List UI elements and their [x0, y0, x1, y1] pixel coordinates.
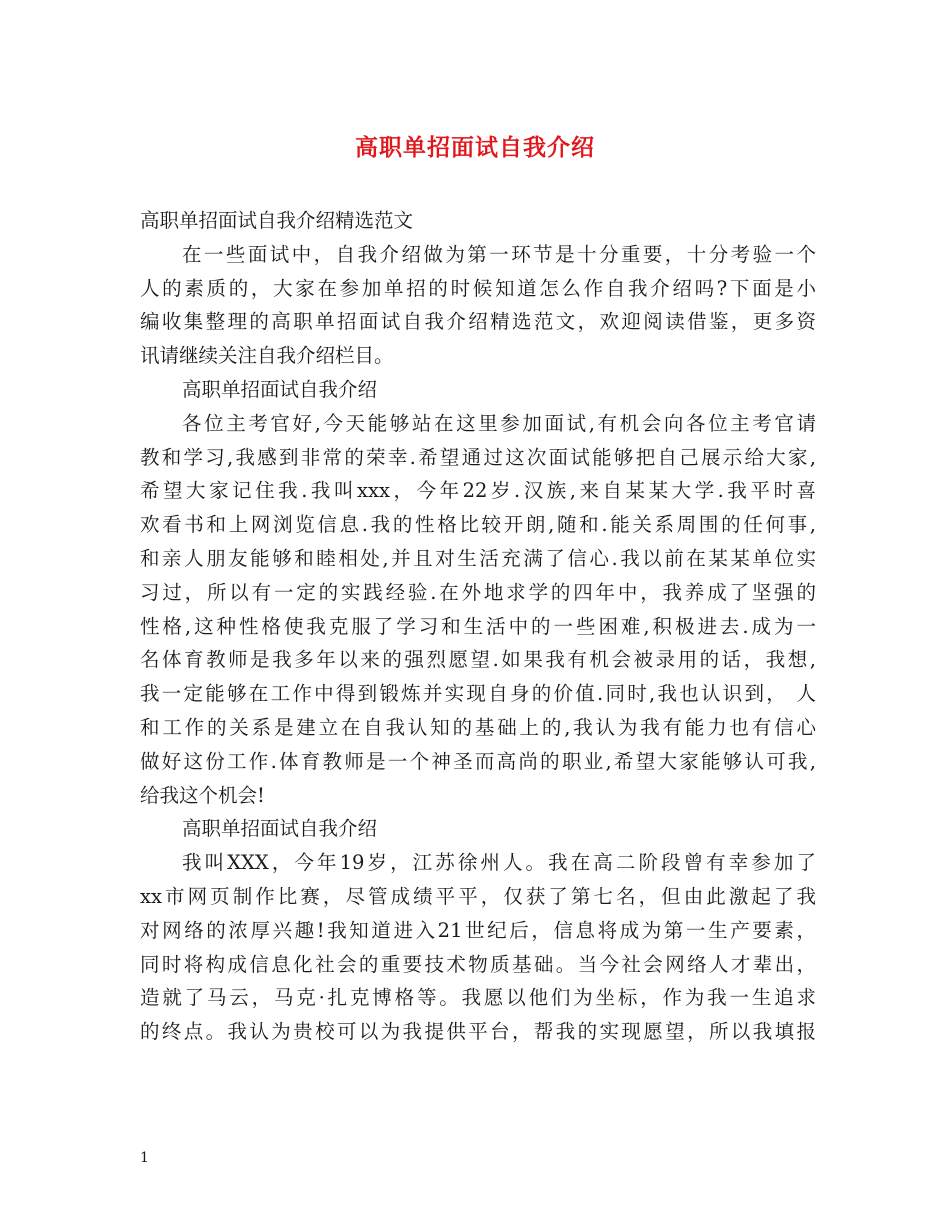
paragraph-line: 和工作的关系是建立在自我认知的基础上的,我认为我有能力也有信心: [140, 715, 816, 739]
subtitle-line: 高职单招面试自我介绍精选范文: [140, 209, 414, 232]
paragraph-line: xx市网页制作比赛，尽管成绩平平，仅获了第七名，但由此激起了我: [140, 884, 816, 908]
paragraph-line: 我一定能够在工作中得到锻炼并实现自身的价值.同时,我也认识到， 人: [140, 682, 816, 706]
paragraph-line: 教和学习,我感到非常的荣幸.希望通过这次面试能够把自己展示给大家,: [140, 445, 816, 469]
paragraph-line: 讯请继续关注自我介绍栏目。: [140, 344, 394, 368]
section-heading: 高职单招面试自我介绍: [182, 817, 378, 841]
paragraph-line: 和亲人朋友能够和睦相处,并且对生活充满了信心.我以前在某某单位实: [140, 546, 816, 570]
paragraph-line: 在一些面试中，自我介绍做为第一环节是十分重要，十分考验一个: [182, 242, 816, 266]
paragraph-line: 希望大家记住我.我叫xxx，今年22岁.汉族,来自某某大学.我平时喜: [140, 479, 816, 503]
paragraph-line: 给我这个机会!: [140, 783, 265, 807]
paragraph-line: 编收集整理的高职单招面试自我介绍精选范文，欢迎阅读借鉴，更多资: [140, 310, 816, 334]
paragraph-line: 习过，所以有一定的实践经验.在外地求学的四年中，我养成了坚强的: [140, 580, 816, 604]
section-heading: 高职单招面试自我介绍: [182, 377, 378, 401]
paragraph-line: 人的素质的，大家在参加单招的时候知道怎么作自我介绍吗?下面是小: [140, 276, 816, 300]
document-title: 高职单招面试自我介绍: [355, 134, 595, 161]
paragraph-line: 各位主考官好,今天能够站在这里参加面试,有机会向各位主考官请: [182, 411, 816, 435]
paragraph-line: 同时将构成信息化社会的重要技术物质基础。当今社会网络人才辈出，: [140, 952, 816, 976]
paragraph-line: 欢看书和上网浏览信息.我的性格比较开朗,随和.能关系周围的任何事,: [140, 513, 816, 537]
paragraph-line: 对网络的浓厚兴趣!我知道进入21世纪后，信息将成为第一生产要素，: [140, 918, 816, 942]
document-body: [140, 204, 816, 1049]
paragraph-line: 造就了马云，马克·扎克博格等。我愿以他们为坐标，作为我一生追求: [140, 986, 816, 1010]
paragraph-line: 我叫XXX，今年19岁，江苏徐州人。我在高二阶段曾有幸参加了: [182, 851, 816, 875]
paragraph-line: 名体育教师是我多年以来的强烈愿望.如果我有机会被录用的话，我想,: [140, 648, 816, 672]
paragraph-line: 做好这份工作.体育教师是一个神圣而高尚的职业,希望大家能够认可我,: [140, 749, 816, 773]
paragraph-line: 的终点。我认为贵校可以为我提供平台，帮我的实现愿望，所以我填报: [140, 1020, 816, 1044]
paragraph-line: 性格,这种性格使我克服了学习和生活中的一些困难,积极进去.成为一: [140, 614, 816, 638]
page-number: 1: [140, 1150, 149, 1166]
